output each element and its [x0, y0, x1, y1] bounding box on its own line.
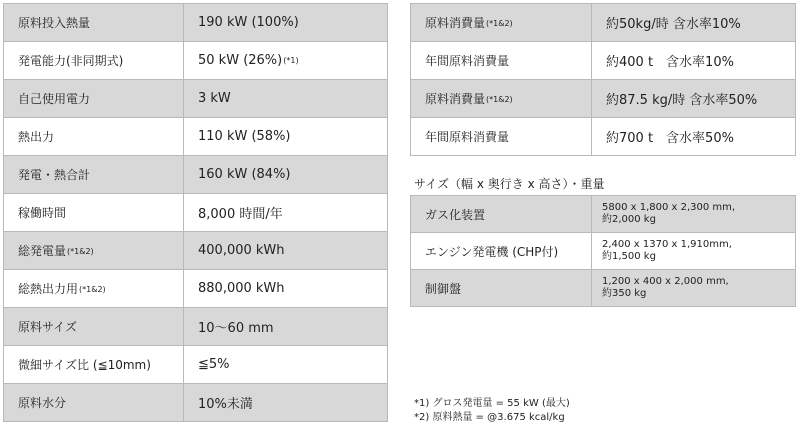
- spec-value-cell: [184, 194, 388, 232]
- spec-label: 総熱出力用: [18, 282, 79, 296]
- spec-label: 微細サイズ比 (≦10mm): [18, 358, 151, 372]
- spec-value-cell: [184, 384, 388, 422]
- spec-label: 稼働時間: [18, 206, 67, 220]
- size-value-cell: [592, 270, 796, 307]
- spec-label-note: (*1&2): [67, 247, 94, 256]
- spec-value: 110 kW (58%): [198, 129, 291, 144]
- spec-value-cell: [184, 156, 388, 194]
- spec-value-cell: [184, 232, 388, 270]
- spec-value: 190 kW (100%): [198, 15, 299, 30]
- spec-row: [4, 118, 388, 156]
- spec-label: 自己使用電力: [18, 92, 91, 106]
- consumption-value: 約87.5 kg/時 含水率50%: [592, 80, 796, 118]
- consumption-row: [411, 42, 796, 80]
- size-label: 制御盤: [411, 270, 592, 307]
- size-value-cell: [592, 196, 796, 233]
- spec-label: 原料投入熱量: [18, 16, 91, 30]
- consumption-label-cell: [411, 42, 592, 80]
- spec-value-cell: [184, 270, 388, 308]
- spec-row: [4, 80, 388, 118]
- size-dimensions: 2,400 x 1370 x 1,910mm,: [602, 239, 732, 250]
- consumption-table: [410, 3, 796, 156]
- spec-value: 10%未満: [198, 397, 253, 412]
- spec-label-note: (*1&2): [79, 285, 106, 294]
- consumption-label: 年間原料消費量: [425, 54, 510, 68]
- spec-value-cell: [184, 42, 388, 80]
- spec-label: 熱出力: [18, 130, 55, 144]
- spec-row: [4, 308, 388, 346]
- spec-label: 発電能力(非同期式): [18, 54, 124, 68]
- spec-label-cell: [4, 270, 184, 308]
- consumption-label-note: (*1&2): [486, 19, 513, 28]
- spec-row: [4, 194, 388, 232]
- footnotes: [414, 397, 570, 425]
- spec-label-cell: [4, 232, 184, 270]
- size-weight: 約2,000 kg: [602, 214, 656, 225]
- spec-value-cell: [184, 4, 388, 42]
- spec-row: [4, 4, 388, 42]
- spec-label-cell: [4, 156, 184, 194]
- spec-value: ≦5%: [198, 357, 230, 372]
- spec-label-cell: [4, 308, 184, 346]
- spec-value: 8,000 時間/年: [198, 207, 283, 222]
- footnote-2: *2) 原料熱量 = @3.675 kcal/kg: [414, 412, 565, 423]
- consumption-label: 原料消費量: [425, 16, 486, 30]
- spec-value: 3 kW: [198, 91, 231, 106]
- spec-row: [4, 346, 388, 384]
- spec-value: 160 kW (84%): [198, 167, 291, 182]
- consumption-label: 原料消費量: [425, 92, 486, 106]
- spec-value-cell: [184, 308, 388, 346]
- spec-value-note: (*1): [283, 56, 299, 65]
- footnote-1: *1) グロス発電量 = 55 kW (最大): [414, 398, 570, 409]
- spec-label: 発電・熱合計: [18, 168, 91, 182]
- size-weight-title: サイズ（幅 x 奥行き x 高さ）・重量: [414, 177, 605, 191]
- consumption-row: [411, 4, 796, 42]
- consumption-label-cell: [411, 80, 592, 118]
- size-weight: 約1,500 kg: [602, 251, 656, 262]
- spec-row: [4, 384, 388, 422]
- spec-label: 原料サイズ: [18, 320, 78, 334]
- spec-label: 総発電量: [18, 244, 67, 258]
- spec-row: [4, 156, 388, 194]
- spec-row: [4, 232, 388, 270]
- spec-row: [4, 42, 388, 80]
- consumption-label-cell: [411, 118, 592, 156]
- spec-value: 10～60 mm: [198, 321, 274, 336]
- spec-label-cell: [4, 384, 184, 422]
- size-weight: 約350 kg: [602, 288, 647, 299]
- spec-label-cell: [4, 80, 184, 118]
- spec-label-cell: [4, 4, 184, 42]
- spec-table-left: [3, 3, 388, 422]
- spec-label-cell: [4, 118, 184, 156]
- size-label: ガス化装置: [411, 196, 592, 233]
- size-weight-table: [410, 195, 796, 307]
- spec-label: 原料水分: [18, 396, 67, 410]
- consumption-row: [411, 118, 796, 156]
- consumption-value: 約400 t 含水率10%: [592, 42, 796, 80]
- spec-value-cell: [184, 80, 388, 118]
- spec-row: [4, 270, 388, 308]
- size-dimensions: 5800 x 1,800 x 2,300 mm,: [602, 202, 736, 213]
- spec-value: 400,000 kWh: [198, 243, 285, 258]
- spec-value-cell: [184, 118, 388, 156]
- spec-value-cell: [184, 346, 388, 384]
- consumption-label: 年間原料消費量: [425, 130, 510, 144]
- size-label: エンジン発電機 (CHP付): [411, 233, 592, 270]
- consumption-value: 約50kg/時 含水率10%: [592, 4, 796, 42]
- consumption-label-note: (*1&2): [486, 95, 513, 104]
- spec-label-cell: [4, 194, 184, 232]
- size-row: [411, 270, 796, 307]
- spec-label-cell: [4, 346, 184, 384]
- size-dimensions: 1,200 x 400 x 2,000 mm,: [602, 276, 729, 287]
- consumption-row: [411, 80, 796, 118]
- spec-value: 880,000 kWh: [198, 281, 285, 296]
- spec-value: 50 kW (26%): [198, 53, 283, 68]
- consumption-value: 約700 t 含水率50%: [592, 118, 796, 156]
- size-row: [411, 196, 796, 233]
- consumption-label-cell: [411, 4, 592, 42]
- size-value-cell: [592, 233, 796, 270]
- size-row: [411, 233, 796, 270]
- spec-label-cell: [4, 42, 184, 80]
